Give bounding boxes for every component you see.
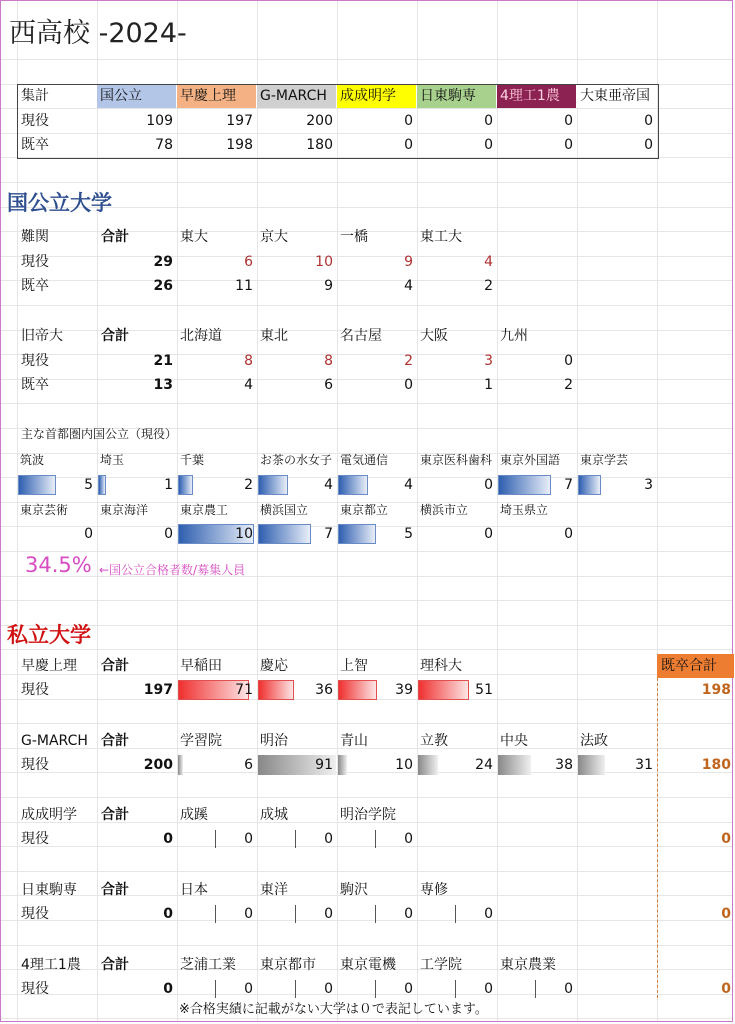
private-school-value: 38: [555, 757, 573, 773]
private-school-value: 71: [235, 682, 253, 698]
private-school-value: 0: [564, 981, 573, 997]
summary-value: 0: [564, 113, 573, 129]
metro-value: 1: [164, 477, 173, 493]
teidai-value: 2: [404, 353, 413, 369]
private-school-value: 91: [315, 757, 333, 773]
private-group-total: 197: [143, 682, 173, 698]
summary-header-3: 成成明学: [340, 88, 396, 104]
private-school-name: 慶応: [260, 658, 288, 674]
summary-value: 0: [644, 113, 653, 129]
private-group-total: 0: [163, 906, 173, 922]
private-row-label: 現役: [21, 682, 49, 698]
nanzan-value: 9: [404, 254, 413, 270]
private-school-name: 工学院: [420, 957, 462, 973]
private-school-name: 駒沢: [340, 882, 368, 898]
private-school-name: 成城: [260, 807, 288, 823]
teidai-value: 4: [244, 377, 253, 393]
private-school-name: 芝浦工業: [180, 957, 236, 973]
grid-row-line: [1, 649, 732, 650]
summary-corner: 集計: [21, 88, 49, 104]
summary-row-label: 現役: [21, 113, 49, 129]
summary-header-5: 4理工1農: [500, 88, 560, 104]
private-school-value: 0: [324, 906, 333, 922]
teidai-value: 1: [484, 377, 493, 393]
nanzan-value: 9: [324, 278, 333, 294]
grid-row-line: [1, 305, 732, 306]
nanzan-value: 4: [404, 278, 413, 294]
private-school-name: 早稲田: [180, 658, 222, 674]
national-heading: 国公立大学: [7, 191, 112, 215]
summary-value: 198: [226, 137, 253, 153]
summary-value: 180: [306, 137, 333, 153]
summary-value: 0: [484, 113, 493, 129]
metro-school-name: 埼玉: [100, 453, 125, 467]
private-school-name: 東京都市: [260, 957, 316, 973]
teidai-row-label: 現役: [21, 353, 49, 369]
teidai-school-2: 名古屋: [340, 328, 382, 344]
metro-value: 5: [404, 526, 413, 542]
teidai-school-3: 大阪: [420, 328, 448, 344]
metro-school-name: 電気通信: [340, 453, 389, 467]
private-school-value: 31: [635, 757, 653, 773]
metro-value: 0: [164, 526, 173, 542]
nanzan-row-total: 26: [153, 278, 173, 294]
grid-row-line: [1, 871, 732, 872]
private-row-label: 現役: [21, 981, 49, 997]
private-row-label: 現役: [21, 757, 49, 773]
private-group-total: 200: [143, 757, 173, 773]
private-group-name: G-MARCH: [21, 733, 88, 749]
private-kisotsu-total: 0: [721, 906, 731, 922]
private-school-value: 24: [475, 757, 493, 773]
metro-school-name: 東京医科歯科: [420, 453, 493, 467]
private-school-name: 青山: [340, 733, 368, 749]
metro-school-name: 東京芸術: [20, 503, 69, 517]
metro-school-name: 千葉: [180, 453, 205, 467]
private-total-label: 合計: [101, 957, 129, 973]
metro-value: 7: [564, 477, 573, 493]
private-total-label: 合計: [101, 807, 129, 823]
metro-value: 10: [235, 526, 253, 542]
summary-header-4: 日東駒専: [420, 88, 476, 104]
grid-row-line: [1, 59, 732, 60]
summary-header-2: G-MARCH: [260, 88, 327, 104]
private-school-value: 0: [244, 981, 253, 997]
grid-row-line: [1, 600, 732, 601]
metro-school-name: 東京外国語: [500, 453, 561, 467]
private-school-name: 成蹊: [180, 807, 208, 823]
metro-value: 0: [484, 477, 493, 493]
summary-value: 109: [146, 113, 173, 129]
private-school-value: 39: [395, 682, 413, 698]
private-school-value: 0: [244, 906, 253, 922]
metro-value: 2: [244, 477, 253, 493]
nanzan-value: 10: [315, 254, 333, 270]
grid-row-line: [1, 797, 732, 798]
private-school-name: 東京農業: [500, 957, 556, 973]
teidai-value: 3: [484, 353, 493, 369]
private-kisotsu-total: 180: [701, 757, 731, 773]
metro-school-name: 横浜国立: [260, 503, 309, 517]
private-school-value: 0: [404, 831, 413, 847]
metro-school-name: お茶の水女子: [260, 453, 333, 467]
national-ratio-note: ←国公立合格者数/募集人員: [99, 563, 246, 577]
private-school-value: 0: [244, 831, 253, 847]
metro-value: 3: [644, 477, 653, 493]
private-school-name: 学習院: [180, 733, 222, 749]
private-school-value: 0: [484, 981, 493, 997]
private-school-name: 明治学院: [340, 807, 396, 823]
private-school-value: 0: [324, 981, 333, 997]
summary-value: 0: [404, 113, 413, 129]
grid-row-line: [1, 625, 732, 626]
nanzan-row-total: 29: [153, 254, 173, 270]
private-school-name: 東京電機: [340, 957, 396, 973]
metro-school-name: 埼玉県立: [500, 503, 549, 517]
metro-value: 4: [404, 477, 413, 493]
teidai-value: 8: [244, 353, 253, 369]
grid-row-line: [1, 723, 732, 724]
kisotsu-header: 既卒合計: [661, 658, 717, 674]
nanzan-row-label: 現役: [21, 254, 49, 270]
private-school-value: 0: [484, 906, 493, 922]
teidai-school-0: 北海道: [180, 328, 222, 344]
private-school-value: 6: [244, 757, 253, 773]
nanzan-total-label: 合計: [101, 229, 129, 245]
summary-value: 78: [155, 137, 173, 153]
teidai-row-total: 21: [153, 353, 173, 369]
nanzan-corner: 難関: [21, 229, 49, 245]
summary-row-label: 既卒: [21, 137, 49, 153]
private-school-value: 0: [404, 906, 413, 922]
private-school-name: 明治: [260, 733, 288, 749]
private-school-value: 0: [324, 831, 333, 847]
private-kisotsu-total: 198: [701, 682, 731, 698]
summary-header-6: 大東亜帝国: [580, 88, 650, 104]
private-school-name: 上智: [340, 658, 368, 674]
teidai-value: 8: [324, 353, 333, 369]
metro-value: 4: [324, 477, 333, 493]
private-group-total: 0: [163, 831, 173, 847]
private-school-name: 立教: [420, 733, 448, 749]
teidai-corner: 旧帝大: [21, 328, 63, 344]
private-kisotsu-total: 0: [721, 981, 731, 997]
teidai-value: 6: [324, 377, 333, 393]
private-school-value: 36: [315, 682, 333, 698]
metro-caption: 主な首都圏内国公立（現役）: [21, 427, 178, 441]
private-row-label: 現役: [21, 906, 49, 922]
national-ratio: 34.5%: [25, 553, 92, 577]
private-school-name: 中央: [500, 733, 528, 749]
teidai-school-1: 東北: [260, 328, 288, 344]
grid-row-line: [1, 403, 732, 404]
nanzan-school-3: 東工大: [420, 229, 462, 245]
private-school-name: 専修: [420, 882, 448, 898]
private-school-value: 10: [395, 757, 413, 773]
metro-school-name: 東京海洋: [100, 503, 149, 517]
metro-school-name: 東京学芸: [580, 453, 629, 467]
private-school-name: 東洋: [260, 882, 288, 898]
private-school-value: 0: [404, 981, 413, 997]
summary-header-1: 早慶上理: [180, 88, 236, 104]
private-group-name: 日東駒専: [21, 882, 77, 898]
teidai-value: 0: [404, 377, 413, 393]
teidai-row-total: 13: [153, 377, 173, 393]
nanzan-row-label: 既卒: [21, 278, 49, 294]
private-kisotsu-total: 0: [721, 831, 731, 847]
nanzan-school-0: 東大: [180, 229, 208, 245]
metro-school-name: 筑波: [20, 453, 45, 467]
nanzan-value: 4: [484, 254, 493, 270]
grid-row-line: [1, 945, 732, 946]
metro-value: 0: [84, 526, 93, 542]
teidai-value: 2: [564, 377, 573, 393]
summary-value: 0: [564, 137, 573, 153]
grid-row-line: [1, 182, 732, 183]
private-school-name: 理科大: [420, 658, 462, 674]
metro-value: 5: [84, 477, 93, 493]
summary-header-0: 国公立: [100, 88, 142, 104]
private-total-label: 合計: [101, 882, 129, 898]
private-heading: 私立大学: [7, 623, 91, 647]
nanzan-school-2: 一橋: [340, 229, 368, 245]
summary-value: 0: [404, 137, 413, 153]
page-title: 西高校 -2024-: [9, 18, 187, 49]
grid-row-line: [1, 551, 732, 552]
nanzan-school-1: 京大: [260, 229, 288, 245]
private-school-value: 51: [475, 682, 493, 698]
summary-value: 200: [306, 113, 333, 129]
private-total-label: 合計: [101, 733, 129, 749]
private-total-label: 合計: [101, 658, 129, 674]
nanzan-value: 6: [244, 254, 253, 270]
private-group-name: 早慶上理: [21, 658, 77, 674]
private-group-total: 0: [163, 981, 173, 997]
private-school-name: 日本: [180, 882, 208, 898]
teidai-total-label: 合計: [101, 328, 129, 344]
metro-school-name: 東京農工: [180, 503, 229, 517]
teidai-school-4: 九州: [500, 328, 528, 344]
metro-value: 0: [484, 526, 493, 542]
private-group-name: 成成明学: [21, 807, 77, 823]
teidai-value: 0: [564, 353, 573, 369]
summary-value: 197: [226, 113, 253, 129]
nanzan-value: 11: [235, 278, 253, 294]
metro-school-name: 東京都立: [340, 503, 389, 517]
metro-school-name: 横浜市立: [420, 503, 469, 517]
nanzan-value: 2: [484, 278, 493, 294]
teidai-row-label: 既卒: [21, 377, 49, 393]
summary-value: 0: [484, 137, 493, 153]
private-row-label: 現役: [21, 831, 49, 847]
summary-value: 0: [644, 137, 653, 153]
private-group-name: 4理工1農: [21, 957, 81, 973]
metro-value: 0: [564, 526, 573, 542]
footnote: ※合格実績に記載がない大学は０で表記しています。: [179, 1002, 488, 1017]
metro-value: 7: [324, 526, 333, 542]
private-school-name: 法政: [580, 733, 608, 749]
